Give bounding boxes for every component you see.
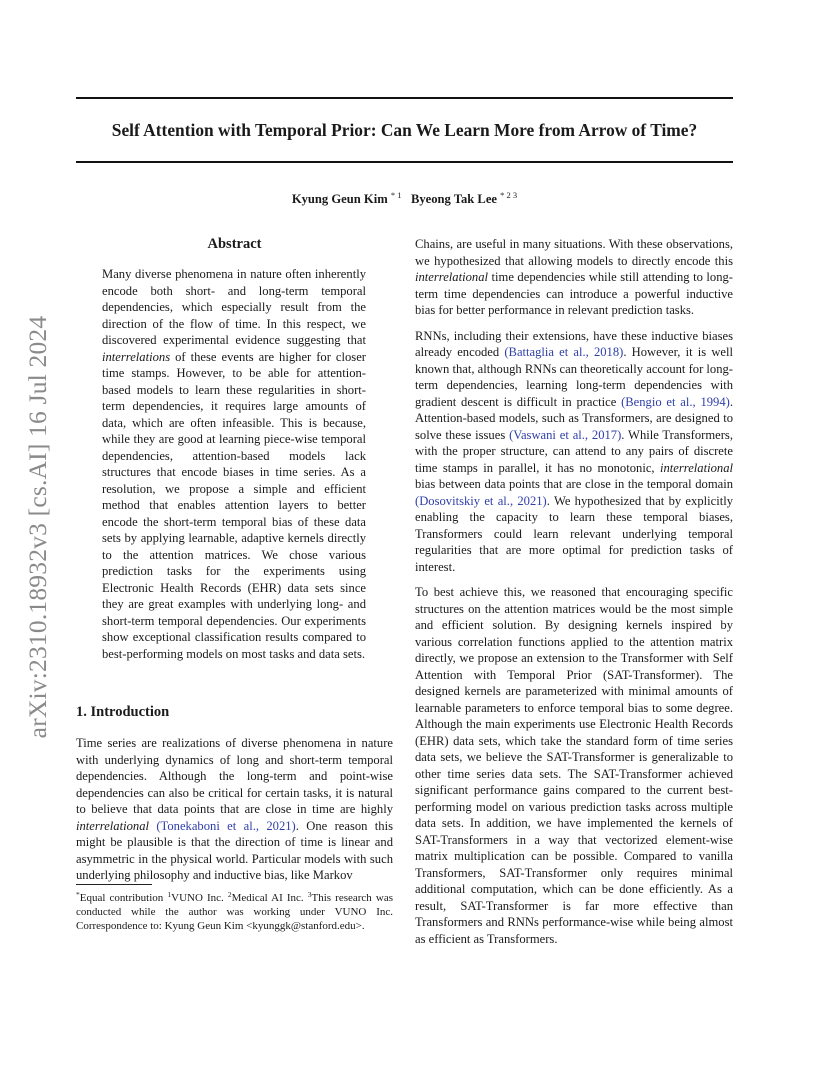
footnote-rule xyxy=(76,884,152,885)
title-top-rule xyxy=(76,97,733,99)
section-heading-introduction: 1. Introduction xyxy=(76,704,170,720)
citation-link[interactable]: (Battaglia et al., 2018) xyxy=(504,345,624,359)
abstract-body xyxy=(102,266,366,662)
citation-link[interactable]: (Vaswani et al., 2017) xyxy=(509,427,622,442)
author-line xyxy=(76,190,733,207)
introduction-paragraph: To best achieve this, we reasoned that encouraging specific structures on the attention matrices would be the most simple and efficient solution. By designing kernels inspired by various correlation functions applied to the attention matrix directly, we propose an extension to the Transformer with Self Attention with Temporal Prior (SAT-Transformer). The designed kernels are parameterized with minimal amounts of learnable parameters to enforce temporal bias to some degree. Although the main experiments use Electronic Health Records (EHR) data sets, which take the standard form of time series data sets, we believe the SAT-Transformer is generalizable to other time series data sets. The SAT-Transformer achieved significant performance gains compared to the current best-performing model on various prediction tasks across multiple data sets. In addition, we have implemented the kernels of SAT-Transformers in a way that vectorized element-wise matrix multiplication can be possible. Compared to vanilla Transformers, SAT-Transformer only requires minimal additional computation, which can be done efficiently. As a result, SAT-Transformer is far more effective than Transformers and RNNs performance-wise while being almost as efficient as Transformers. xyxy=(415,585,733,946)
introduction-left-body xyxy=(76,735,393,884)
right-column xyxy=(415,236,733,956)
emphasis: interrelational xyxy=(76,818,149,833)
arxiv-stamp: arXiv:2310.18932v3 [cs.AI] 16 Jul 2024 xyxy=(23,315,52,739)
emphasis: interrelational xyxy=(660,460,733,475)
abstract-heading: Abstract xyxy=(207,236,262,252)
abstract-paragraph: Many diverse phenomena in nature often inherently encode both short- and long-term temporal dependencies, which especially result from the direction of the flow of time. In this respect, we discovered experimental evidence suggesting that interrelations of these events are higher for closer time stamps. However, to be able for attention-based models to learn these regularities in short-term dependencies, it requires large amounts of data, which are often infeasible. This is because, while they are good at learning piece-wise temporal dependencies, attention-based models lack structures that encode biases in time series. As a resolution, we propose a simple and efficient method that enables attention layers to better encode the short-term temporal bias of these data sets by applying learnable, adaptive kernels directly to the attention matrices. We chose various prediction tasks for the experiments using Electronic Health Records (EHR) data sets since they are great examples with underlying long- and short-term temporal dependencies. Our experiments show exceptional classification results compared to best-performing models on most tasks and data sets. xyxy=(102,267,366,661)
paper-title: Self Attention with Temporal Prior: Can We Learn More from Arrow of Time? xyxy=(111,120,698,140)
citation-link[interactable]: (Dosovitskiy et al., 2021) xyxy=(415,493,547,508)
emphasis: interrelational xyxy=(415,270,488,284)
introduction-paragraph: Chains, are useful in many situations. With these observations, we hypothesized that allowing models to directly encode this interrelational time dependencies while still attending to long-term time dependencies can introduce a powerful inductive bias for better performance in relevant prediction tasks. xyxy=(415,237,733,317)
title-bottom-rule xyxy=(76,161,733,163)
emphasis: interrelations xyxy=(102,349,171,364)
footnote: *Equal contribution $^1$VUNO Inc. $^2$Medical AI Inc. $^3$This research was conducted while the author was working under VUNO Inc. Correspondence to: Kyung Geun Kim <kyunggk@stanford.edu>. xyxy=(76,890,393,932)
citation-link[interactable]: (Tonekaboni et al., 2021) xyxy=(156,818,296,833)
citation-link[interactable]: (Bengio et al., 1994) xyxy=(621,394,730,409)
author-name: Byeong Tak Lee xyxy=(410,192,498,206)
author-affiliation-marks: * 1 xyxy=(390,190,402,200)
introduction-paragraph: Time series are realizations of diverse phenomena in nature with underlying dynamics of long and short-term temporal dependencies. Although the long-term and point-wise dependencies can also be critical for certain tasks, it is natural to believe that data points that are close in time are highly interrelational (Tonekaboni et al., 2021). One reason this might be plausible is that the direction of time is linear and asymmetric in the physical world. Particular models with such underlying philosophy and inductive bias, like Markov xyxy=(76,736,393,882)
author-name: Kyung Geun Kim xyxy=(291,192,388,206)
introduction-paragraph: RNNs, including their extensions, have these inductive biases already encoded (Battaglia et al., 2018). However, it is well known that, although RNNs can theoretically account for long-term dependencies, learning long-term dependencies with gradient descent is difficult in practice (Bengio et al., 1994). Attention-based models, such as Transformers, are designed to solve these issues (Vaswani et al., 2017). While Transformers, with the proper structure, can attend to any pairs of discrete time stamps in parallel, it has no monotonic, interrelational bias between data points that are close in the temporal domain (Dosovitskiy et al., 2021). We hypothesized that by explicitly enabling the capacity to learn these temporal biases, Transformers could learn relevant underlying temporal regularities that are more optimal for prediction tasks of interest. xyxy=(415,328,734,574)
author-affiliation-marks: * 2 3 xyxy=(500,190,518,200)
